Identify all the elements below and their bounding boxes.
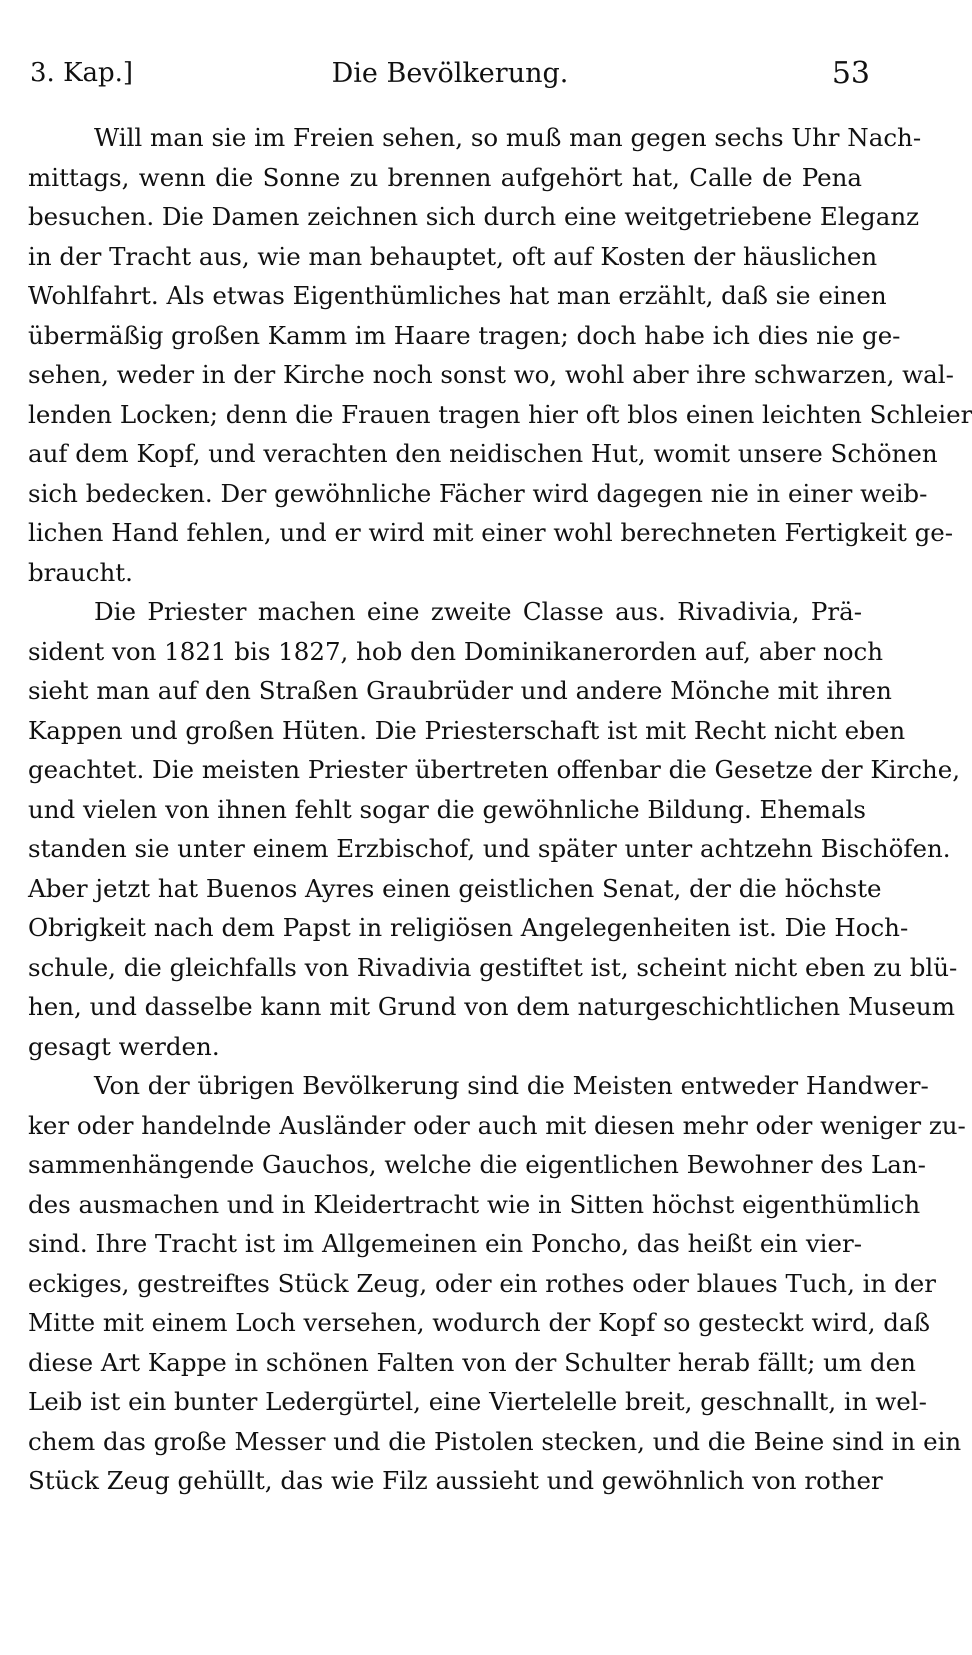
text-line: eckiges, gestreiftes Stück Zeug, oder ein rothes oder blaues Tuch, in der	[28, 1268, 936, 1298]
page-title: Die Bevölkerung.	[331, 58, 569, 89]
text-line: lichen Hand fehlen, und er wird mit einer wohl berechneten Fertigkeit ge-	[28, 518, 954, 547]
text-line: und vielen von ihnen fehlt sogar die gewöhnliche Bildung. Ehemals	[28, 794, 866, 824]
running-header	[30, 58, 870, 98]
text-line: ker oder handelnde Ausländer oder auch mit diesen mehr oder weniger zu-	[28, 1110, 966, 1140]
text-line: Will man sie im Freien sehen, so muß man gegen sechs Uhr Nach-	[94, 123, 922, 152]
text-line: Aber jetzt hat Buenos Ayres einen geistlichen Senat, der die höchste	[28, 873, 882, 903]
text-line: übermäßig großen Kamm im Haare tragen; doch habe ich dies nie ge-	[28, 320, 901, 350]
text-line: Wohlfahrt. Als etwas Eigenthümliches hat man erzählt, daß sie einen	[28, 281, 887, 310]
text-line: Kappen und großen Hüten. Die Priesterschaft ist mit Recht nicht eben	[28, 715, 906, 745]
text-line: lenden Locken; denn die Frauen tragen hier oft blos einen leichten Schleier	[28, 399, 972, 429]
text-line: auf dem Kopf, und verachten den neidischen Hut, womit unsere Schönen	[28, 439, 938, 468]
text-line: sehen, weder in der Kirche noch sonst wo, wohl aber ihre schwarzen, wal-	[28, 360, 954, 389]
text-line: gesagt werden.	[28, 1031, 220, 1061]
body-text	[28, 118, 972, 1501]
page-number: 53	[831, 56, 870, 91]
text-line: geachtet. Die meisten Priester übertreten offenbar die Gesetze der Kirche,	[28, 755, 960, 784]
text-line: Obrigkeit nach dem Papst in religiösen Angelegenheiten ist. Die Hoch-	[28, 913, 909, 942]
text-line: sammenhängende Gauchos, welche die eigentlichen Bewohner des Lan-	[28, 1150, 926, 1179]
text-line: sieht man auf den Straßen Graubrüder und andere Mönche mit ihren	[28, 676, 892, 705]
text-line: schule, die gleichfalls von Rivadivia gestiftet ist, scheint nicht eben zu blü-	[28, 952, 958, 982]
text-line: sident von 1821 bis 1827, hob den Dominikanerorden auf, aber noch	[28, 636, 884, 666]
text-line: Stück Zeug gehüllt, das wie Filz aussieht und gewöhnlich von rother	[28, 1466, 883, 1495]
text-line: in der Tracht aus, wie man behauptet, oft auf Kosten der häuslichen	[28, 241, 878, 271]
text-line: des ausmachen und in Kleidertracht wie in Sitten höchst eigenthümlich	[28, 1189, 921, 1219]
text-line: diese Art Kappe in schönen Falten von der Schulter herab fällt; um den	[28, 1347, 916, 1377]
text-line: sich bedecken. Der gewöhnliche Fächer wird dagegen nie in einer weib-	[28, 478, 928, 508]
text-line: besuchen. Die Damen zeichnen sich durch eine weitgetriebene Eleganz	[28, 202, 920, 231]
text-line: Von der übrigen Bevölkerung sind die Meisten entweder Handwer-	[94, 1071, 929, 1100]
text-line: hen, und dasselbe kann mit Grund von dem naturgeschichtlichen Museum	[28, 992, 955, 1021]
chapter-reference: 3. Kap.]	[30, 58, 134, 88]
text-line: braucht.	[28, 557, 133, 587]
text-line: standen sie unter einem Erzbischof, und später unter achtzehn Bischöfen.	[28, 834, 951, 863]
text-line: Die Priester machen eine zweite Classe aus. Rivadivia, Prä-	[94, 597, 862, 626]
text-line: sind. Ihre Tracht ist im Allgemeinen ein Poncho, das heißt ein vier-	[28, 1229, 862, 1258]
text-line: chem das große Messer und die Pistolen stecken, und die Beine sind in ein	[28, 1426, 962, 1456]
text-line: mittags, wenn die Sonne zu brennen aufgehört hat, Calle de Pena	[28, 162, 862, 192]
text-line: Mitte mit einem Loch versehen, wodurch der Kopf so gesteckt wird, daß	[28, 1308, 930, 1337]
text-line: Leib ist ein bunter Ledergürtel, eine Viertelelle breit, geschnallt, in wel-	[28, 1387, 927, 1416]
